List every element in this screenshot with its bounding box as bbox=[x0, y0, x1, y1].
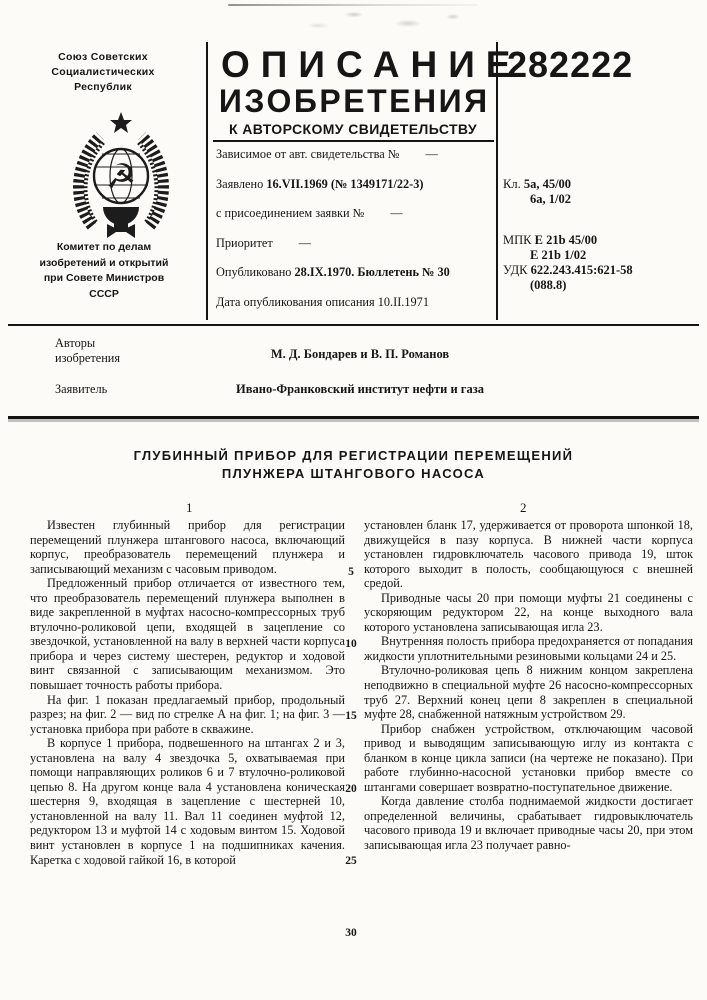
line-number-5: 5 bbox=[348, 566, 354, 578]
field-label: Зависимое от авт. свидетельства № bbox=[216, 147, 400, 161]
patent-number: 282222 bbox=[507, 44, 634, 85]
document-subtitle: К АВТОРСКОМУ СВИДЕТЕЛЬСТВУ bbox=[228, 121, 478, 137]
field-value: — bbox=[425, 147, 438, 161]
authors-label-line: изобретения bbox=[55, 351, 121, 365]
class-udk-value2: (088.8) bbox=[530, 278, 567, 292]
class-udk-row2 bbox=[503, 278, 703, 293]
class-mpk-value2: Е 21b 1/02 bbox=[530, 248, 587, 262]
field-value: 10.II.1971 bbox=[377, 294, 429, 309]
classification-block bbox=[503, 177, 703, 293]
field-value: — bbox=[390, 206, 403, 220]
document-type-title-line1: ОПИСАНИЕ bbox=[221, 44, 522, 85]
scan-noise-line bbox=[228, 4, 478, 6]
paragraph: В корпусе 1 прибора, подвешенного на штангах 2 и 3, установлена на валу 4 звездочка 5, охватываемая при помощи направляющих роликов 6 и 7 втулочно-роликовой цепью 8. На другом конце вала 4 установлена коническая шестерня 9, входящая в зацепление с шестерней 10, установленной на валу 11. Вал 11 соединен муфтой 12, редуктором 13 и муфтой 14 с ходовым винтом 15. Ходовой винт установлен в корпусе 1 на подшипниках качения. Каретка с ходовой гайкой 16, в которой bbox=[30, 736, 345, 867]
field-label: Заявлено bbox=[216, 176, 264, 191]
issuing-union-name bbox=[0, 50, 206, 95]
line-number-10: 10 bbox=[345, 638, 357, 650]
paragraph: Предложенный прибор отличается от известного тем, что преобразователь перемещений плунжера выполнен в виде закрепленной в муфтах насосно-компрессорных труб втулочно-роликовой цепи, входящей в зацепление со звездочкой, установленной на валу в верхней части корпуса прибора и через систему шестерен, редуктор и ходовой винт связанной с записывающим механизмом. Это повышает точность работы прибора. bbox=[30, 576, 345, 693]
svg-text:☭: ☭ bbox=[105, 157, 137, 197]
class-udk-value1: 622.243.415:621-58 bbox=[530, 263, 633, 277]
paragraph: Внутренняя полость прибора предохраняется от попадания жидкости уплотнительными резиновыми кольцами 24 и 25. bbox=[364, 634, 693, 663]
committee-line: СССР bbox=[89, 287, 119, 300]
field-filed-date bbox=[216, 177, 490, 191]
committee-line: при Совете Министров bbox=[43, 272, 165, 284]
class-kl-value2: 6а, 1/02 bbox=[530, 192, 571, 206]
header-divider-left bbox=[206, 42, 208, 320]
field-label: Дата опубликования описания bbox=[216, 294, 375, 309]
class-mpk-label: МПК bbox=[503, 233, 532, 247]
class-udk-row1 bbox=[503, 263, 703, 278]
paragraph: Приводные часы 20 при помощи муфты 21 соединены с ускоряющим редуктором 22, на конце выходного вала которого установлена записывающая игла 23. bbox=[364, 590, 693, 634]
class-kl-row1 bbox=[503, 177, 703, 192]
field-label: Опубликовано bbox=[216, 265, 292, 279]
body-column-1 bbox=[30, 518, 345, 867]
header-bottom-rule bbox=[8, 324, 699, 326]
authors-names: М. Д. Бондарев и В. П. Романов bbox=[270, 347, 450, 361]
class-kl-value1: 5а, 45/00 bbox=[523, 177, 572, 191]
line-number-30: 30 bbox=[345, 927, 357, 939]
paragraph: Когда давление столба поднимаемой жидкости достигает определенной величины, срабатывает гидровыключатель часового привода 19 и включает приводные часы 20, при этом записывающая игла 23 получает равно- bbox=[364, 794, 693, 853]
line-number-20: 20 bbox=[345, 783, 357, 795]
field-joined-application bbox=[216, 206, 490, 220]
paragraph: Прибор снабжен устройством, отключающим часовой привод и выводящим записывающую иглу из контакта с бланком в конце цикла записи (на чертеже не показано). При работе глубинно-насосной установки прибор вместе со штангами совершает возвратно-поступательное движение. bbox=[364, 721, 693, 794]
line-number-15: 15 bbox=[345, 710, 357, 722]
field-description-published bbox=[216, 295, 490, 309]
class-mpk-row1 bbox=[503, 233, 703, 248]
invention-title-line1: ГЛУБИННЫЙ ПРИБОР ДЛЯ РЕГИСТРАЦИИ ПЕРЕМЕЩЕНИЙ bbox=[133, 448, 574, 463]
class-mpk-value1: Е 21b 45/00 bbox=[534, 233, 598, 247]
committee-line: изобретений и открытий bbox=[39, 256, 169, 269]
paragraph: установлен бланк 17, удерживается от проворота шпонкой 18, движущейся в пазу корпуса. В нижней части корпуса установлен гидровключатель часового привода 19, шток которого выходит в полость, сообщающуюся с внешней средой. bbox=[364, 518, 693, 591]
paragraph: Известен глубинный прибор для регистрации перемещений плунжера штангового насоса, включающий корпус, преобразователь перемещений плунжера и записывающий механизм с часовым приводом. bbox=[30, 518, 345, 576]
class-udk-label: УДК bbox=[503, 263, 528, 277]
class-kl-row2 bbox=[503, 192, 703, 207]
org-line: Союз Советских bbox=[58, 51, 148, 63]
org-line: Социалистических bbox=[51, 66, 155, 78]
field-value: 28.IX.1970. Бюллетень № 30 bbox=[294, 265, 450, 279]
classification-spacer bbox=[503, 207, 703, 233]
filing-fields bbox=[216, 147, 490, 324]
paragraph: Втулочно-роликовая цепь 8 нижним концом закреплена неподвижно в специальной муфте 26 насосно-компрессорных труб 27. Верхний конец цепи 8 закреплен в специальной муфте 28, снабженной натяжным устройством 29. bbox=[364, 663, 693, 722]
document-type-title-line2: ИЗОБРЕТЕНИЯ bbox=[218, 83, 490, 119]
field-dependent-certificate bbox=[216, 147, 490, 161]
subtitle-rule bbox=[213, 140, 494, 142]
invention-title-line2: ПЛУНЖЕРА ШТАНГОВОГО НАСОСА bbox=[221, 466, 486, 481]
applicant-label: Заявитель bbox=[55, 382, 108, 396]
column-1-header: 1 bbox=[186, 500, 193, 515]
scan-noise-smudge bbox=[300, 8, 480, 30]
authors-label bbox=[55, 336, 120, 366]
column-2-header: 2 bbox=[520, 500, 527, 515]
committee-name bbox=[2, 240, 206, 302]
class-mpk-row2 bbox=[503, 248, 703, 263]
paragraph: На фиг. 1 показан предлагаемый прибор, продольный разрез; на фиг. 2 — вид по стрелке А на фиг. 1; на фиг. 3 — установка прибора при работе в скважине. bbox=[30, 692, 345, 736]
authors-label-line: Авторы bbox=[55, 336, 96, 350]
field-value: 16.VII.1969 (№ 1349171/22-3) bbox=[266, 176, 424, 191]
field-label: с присоединением заявки № bbox=[216, 206, 365, 220]
field-priority bbox=[216, 236, 490, 250]
org-line: Республик bbox=[74, 81, 132, 93]
field-published bbox=[216, 265, 490, 279]
ussr-coat-of-arms-icon bbox=[62, 110, 180, 238]
section-divider-rule bbox=[8, 416, 699, 419]
field-label: Приоритет bbox=[216, 235, 273, 250]
field-value: — bbox=[298, 235, 311, 250]
line-number-25: 25 bbox=[345, 855, 357, 867]
applicant-name: Ивано-Франковский институт нефти и газа bbox=[236, 382, 484, 396]
committee-line: Комитет по делам bbox=[56, 241, 152, 253]
body-column-2 bbox=[364, 518, 693, 867]
class-kl-label: Кл. bbox=[503, 177, 521, 191]
